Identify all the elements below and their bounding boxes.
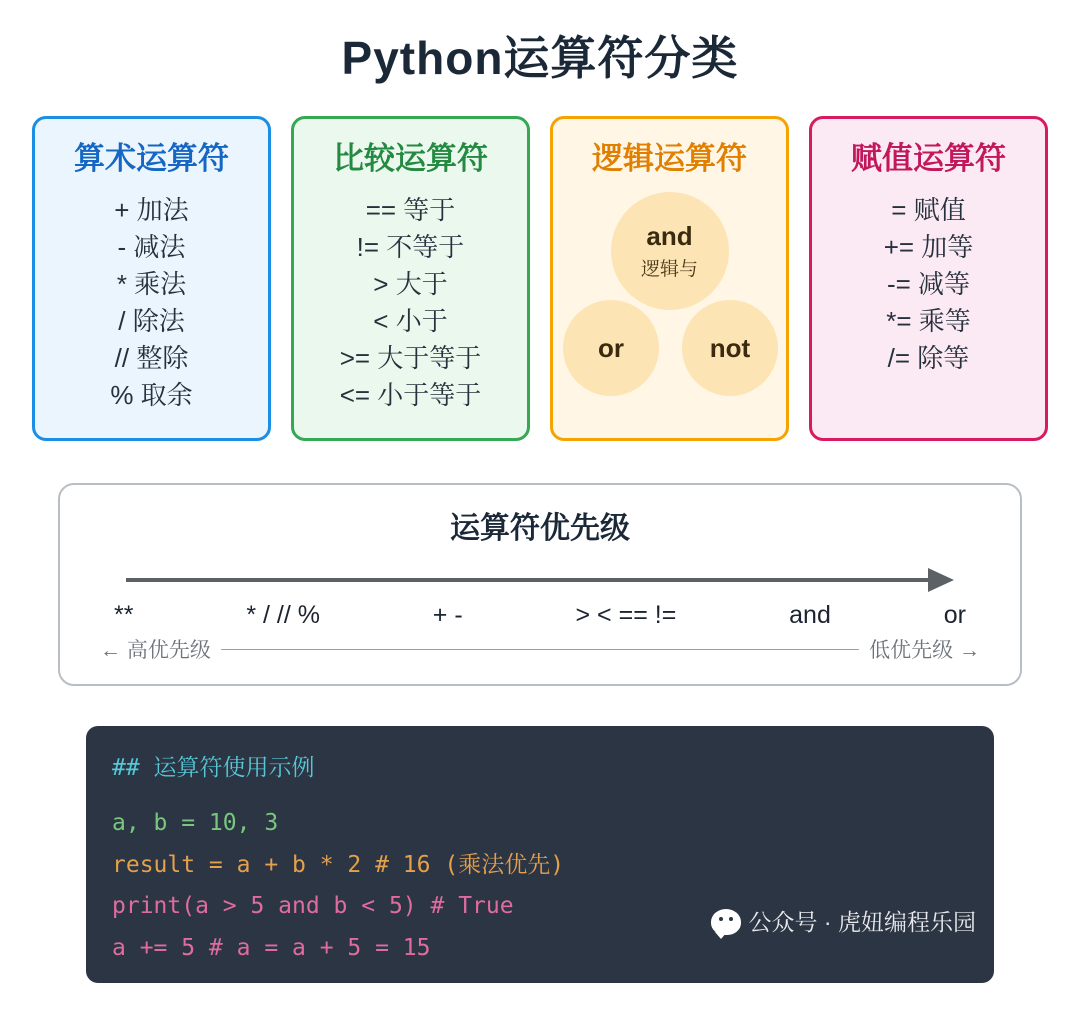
- operator-item: -= 减等: [886, 268, 971, 299]
- operator-item: = 赋值: [891, 195, 966, 225]
- category-card-assignment: [809, 116, 1048, 441]
- operator-item: != 不等于: [356, 231, 465, 262]
- code-segment: # 16 (乘法优先): [375, 851, 565, 878]
- footer-divider: [221, 649, 859, 650]
- wechat-icon: [711, 909, 741, 935]
- precedence-low-label: 低优先级 →: [869, 639, 980, 662]
- logic-bubble-and: [611, 192, 729, 310]
- code-spacer: [112, 789, 968, 803]
- operator-item: /= 除等: [887, 342, 970, 373]
- code-line: [112, 803, 968, 844]
- precedence-levels: [114, 601, 966, 630]
- category-title: 逻辑运算符: [592, 141, 747, 176]
- logic-bubble-label: or: [598, 332, 624, 363]
- watermark: [711, 902, 976, 943]
- code-segment: result = a + b * 2: [112, 851, 376, 878]
- code-example-block: [86, 726, 994, 983]
- precedence-panel: [58, 483, 1022, 686]
- code-segment: print(a > 5 and b < 5): [112, 893, 431, 920]
- operator-item: < 小于: [373, 305, 448, 336]
- code-segment: a += 5 # a = a + 5 = 15: [112, 934, 431, 961]
- logic-bubble-label: and: [646, 221, 693, 251]
- logic-bubble-sublabel: 逻辑与: [640, 259, 698, 280]
- arrow-line: [126, 578, 932, 582]
- operator-item: *= 乘等: [886, 305, 971, 336]
- operator-item: <= 小于等于: [339, 379, 482, 410]
- precedence-high-label: ← 高优先级: [100, 639, 211, 662]
- watermark-text: 公众号 · 虎妞编程乐园: [748, 908, 976, 935]
- operator-item: + 加法: [114, 195, 189, 225]
- precedence-arrow: [126, 567, 954, 593]
- operator-item: % 取余: [110, 379, 193, 410]
- logic-bubble-label: not: [709, 332, 751, 363]
- operator-item: == 等于: [365, 195, 456, 225]
- code-comment-line: ## 运算符使用示例: [112, 755, 315, 781]
- page-title: Python运算符分类: [341, 32, 739, 84]
- code-segment: a, b = 10, 3: [112, 810, 279, 837]
- category-card-row: [30, 116, 1050, 441]
- category-card-logical: [550, 116, 789, 441]
- precedence-footer: [100, 634, 980, 664]
- operator-item: * 乘法: [116, 268, 187, 299]
- operator-item: - 减法: [117, 231, 186, 262]
- logic-bubble-or: [563, 300, 659, 396]
- precedence-title: 运算符优先级: [450, 512, 630, 545]
- precedence-level: or: [943, 601, 966, 629]
- code-segment: # True: [430, 893, 514, 920]
- precedence-level: + -: [432, 601, 463, 629]
- arrow-head-icon: [928, 568, 954, 592]
- category-card-arithmetic: [32, 116, 271, 441]
- logic-bubble-group: [561, 192, 778, 422]
- category-title: 赋值运算符: [851, 141, 1006, 176]
- precedence-level: * / // %: [246, 601, 320, 629]
- category-card-comparison: [291, 116, 530, 441]
- precedence-level: > < == !=: [575, 601, 677, 629]
- operator-item: > 大于: [373, 268, 448, 299]
- logic-bubble-not: [682, 300, 778, 396]
- category-title: 比较运算符: [333, 141, 488, 176]
- code-line: [112, 845, 968, 886]
- category-title: 算术运算符: [74, 141, 229, 176]
- precedence-level: **: [114, 601, 134, 629]
- operator-item: += 加等: [883, 231, 974, 262]
- precedence-level: and: [789, 601, 831, 629]
- operator-item: // 整除: [114, 342, 189, 373]
- operator-item: >= 大于等于: [339, 342, 482, 373]
- operator-item: / 除法: [118, 305, 185, 336]
